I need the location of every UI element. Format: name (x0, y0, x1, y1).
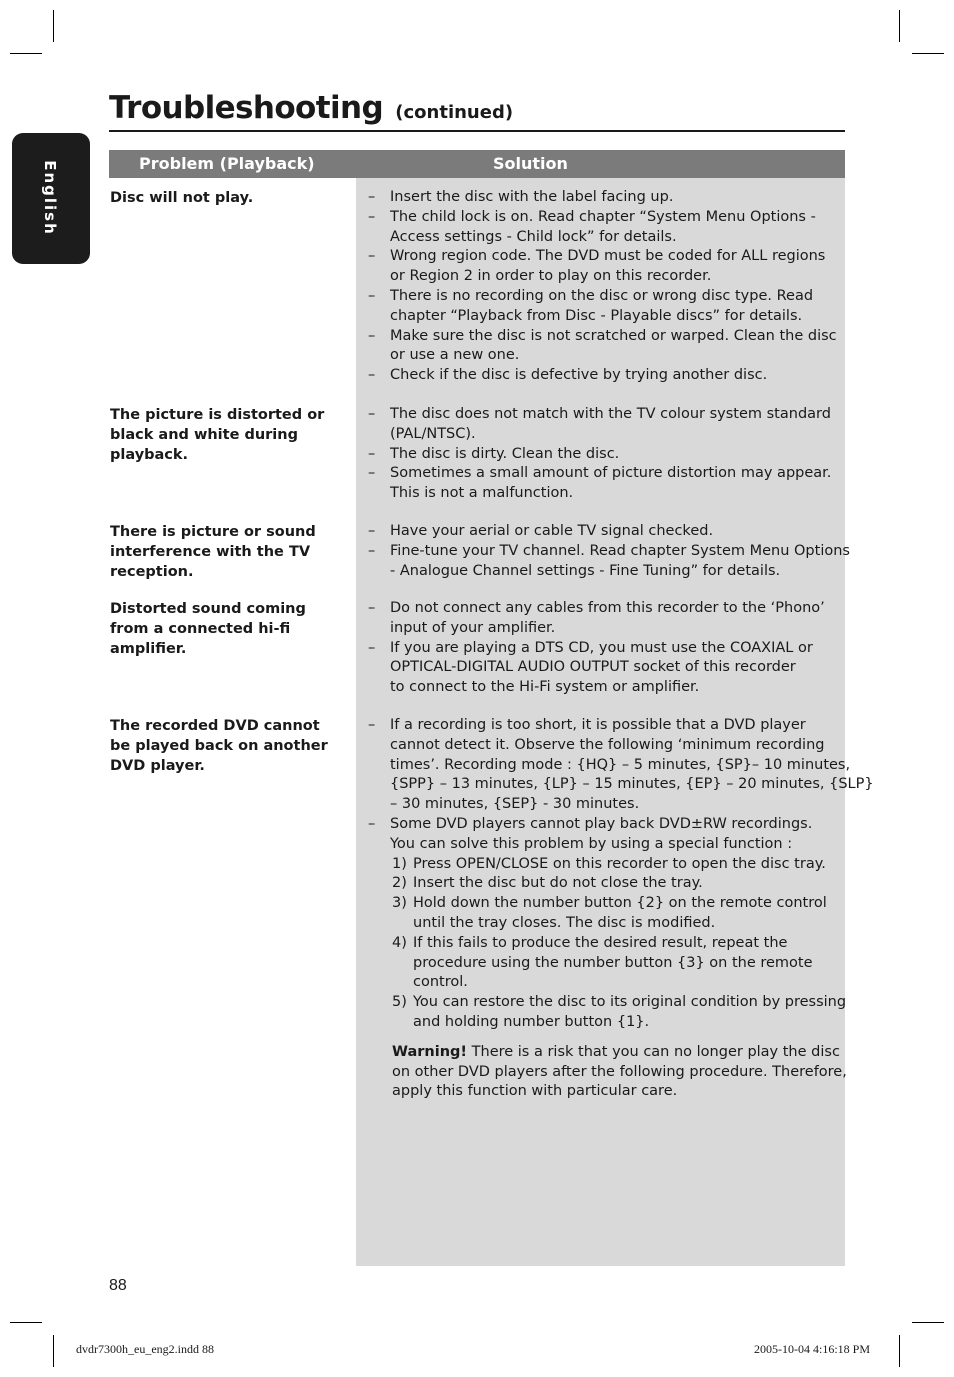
numbered-step (368, 874, 842, 894)
numbered-step (368, 993, 847, 1033)
dash: – (368, 639, 376, 656)
solution-line: The disc is dirty. Clean the disc. (390, 445, 620, 462)
solution-item (368, 188, 842, 208)
solution-line: - Analogue Channel settings - Fine Tuning” for details. (390, 562, 781, 579)
numbered-step (368, 894, 842, 934)
problem-line: amplifier. (110, 641, 187, 657)
dash: – (368, 523, 376, 539)
solution-line: You can solve this problem by using a special function : (390, 835, 793, 852)
step-line: Insert the disc but do not close the tray. (413, 875, 703, 892)
crop-mark (899, 1335, 900, 1367)
step-line: and holding number button {1}. (413, 1013, 650, 1030)
crop-mark (10, 1322, 42, 1323)
solution-item (368, 208, 842, 248)
warning-line: apply this function with particular care. (392, 1083, 678, 1100)
solution-line: cannot detect it. Observe the following ‘minimum recording (390, 736, 825, 753)
problem-line: reception. (110, 564, 194, 580)
problem-line: Distorted sound coming (110, 601, 306, 617)
dash: – (368, 367, 376, 384)
warning-line: There is a risk that you can no longer play the disc (467, 1043, 840, 1060)
numbered-step (368, 934, 842, 993)
solution-item (368, 464, 842, 504)
step-line: procedure using the number button {3} on the remote (413, 954, 813, 971)
warning-line: on other DVD players after the following procedure. Therefore, (392, 1063, 847, 1080)
dash: – (368, 287, 376, 304)
solution-item (368, 815, 842, 855)
dash: – (368, 248, 376, 265)
table-header (109, 150, 845, 178)
solution-line: Access settings - Child lock” for details. (390, 228, 677, 245)
problem-line: The picture is distorted or (110, 407, 325, 423)
crop-mark (912, 1322, 944, 1323)
step-number: 5) (392, 994, 407, 1011)
footer-timestamp: 2005-10-04 4:16:18 PM (754, 1342, 871, 1356)
dash: – (368, 445, 376, 462)
problem-cell (110, 522, 340, 582)
problem-line: interference with the TV (110, 544, 311, 560)
problem-cell (110, 188, 340, 208)
problem-line: Disc will not play. (110, 190, 254, 206)
step-line: You can restore the disc to its original condition by pressing (413, 994, 847, 1011)
solution-line: times’. Recording mode : {HQ} – 5 minutes, {SP}– 10 minutes, (390, 756, 851, 773)
warning-note (368, 1043, 847, 1102)
solution-line: to connect to the Hi-Fi system or amplifier. (390, 679, 700, 696)
problem-line: playback. (110, 447, 189, 463)
crop-mark (10, 53, 42, 54)
step-line: If this fails to produce the desired result, repeat the (413, 934, 788, 951)
solution-item (368, 405, 842, 445)
solution-item (368, 522, 842, 542)
solution-line: If a recording is too short, it is possible that a DVD player (390, 717, 806, 733)
crop-mark (899, 10, 900, 42)
dash: – (368, 406, 376, 422)
solution-line: Make sure the disc is not scratched or warped. Clean the disc (390, 327, 837, 344)
solution-line: {SPP} – 13 minutes, {LP} – 15 minutes, {EP} – 20 minutes, {SLP} (390, 776, 874, 793)
solution-line: If you are playing a DTS CD, you must use the COAXIAL or (390, 639, 813, 656)
solution-line: or Region 2 in order to play on this recorder. (390, 268, 712, 285)
solution-item (368, 327, 842, 367)
language-tab-label: English (41, 160, 59, 236)
dash: – (368, 465, 376, 482)
warning-label: Warning! (392, 1043, 468, 1060)
solution-item (368, 542, 850, 582)
solution-line: Sometimes a small amount of picture distortion may appear. (390, 465, 832, 482)
solution-line: Do not connect any cables from this recorder to the ‘Phono’ (390, 600, 825, 616)
solution-line: This is not a malfunction. (390, 485, 574, 502)
page-number: 88 (109, 1277, 127, 1294)
solution-item (368, 445, 842, 465)
step-number: 2) (392, 875, 407, 892)
solution-line: input of your amplifier. (390, 619, 556, 636)
problem-cell (110, 599, 340, 659)
numbered-step (368, 855, 842, 875)
problem-line: The recorded DVD cannot (110, 718, 320, 734)
step-line: control. (413, 974, 468, 991)
solution-item (368, 639, 842, 698)
problem-line: from a connected hi-fi (110, 621, 291, 637)
dash: – (368, 327, 376, 344)
solution-line: OPTICAL-DIGITAL AUDIO OUTPUT socket of this recorder (390, 659, 796, 676)
solution-line: – 30 minutes, {SEP} - 30 minutes. (390, 796, 640, 813)
dash: – (368, 815, 376, 832)
dash: – (368, 600, 376, 616)
solution-line: The child lock is on. Read chapter “System Menu Options - (390, 208, 816, 225)
dash: – (368, 208, 376, 225)
footer-filename: dvdr7300h_eu_eng2.indd 88 (76, 1342, 214, 1356)
solution-line: Have your aerial or cable TV signal checked. (390, 523, 714, 539)
solution-line: Check if the disc is defective by trying another disc. (390, 367, 768, 384)
solution-item (368, 599, 842, 639)
step-number: 1) (392, 855, 407, 872)
problem-cell (110, 716, 340, 776)
solution-line: There is no recording on the disc or wrong disc type. Read (390, 287, 814, 304)
step-line: Hold down the number button {2} on the remote control (413, 895, 827, 912)
problem-line: black and white during (110, 427, 298, 443)
solution-cell (368, 716, 874, 1102)
step-number: 4) (392, 934, 407, 951)
solution-line: The disc does not match with the TV colour system standard (390, 406, 831, 422)
dash: – (368, 189, 376, 205)
solution-line: Insert the disc with the label facing up. (390, 189, 674, 205)
solution-line: Some DVD players cannot play back DVD±RW recordings. (390, 815, 813, 832)
header-solution: Solution (493, 154, 568, 173)
crop-mark (53, 10, 54, 42)
page-title (109, 86, 513, 135)
solution-item (368, 287, 842, 327)
step-number: 3) (392, 895, 407, 912)
solution-line: Fine-tune your TV channel. Read chapter System Menu Options (390, 542, 850, 559)
solution-item (368, 247, 842, 287)
step-line: until the tray closes. The disc is modified. (413, 914, 716, 931)
solution-cell (368, 522, 850, 581)
crop-mark (912, 53, 944, 54)
solution-line: or use a new one. (390, 347, 520, 364)
step-line: Press OPEN/CLOSE on this recorder to open the disc tray. (413, 855, 826, 872)
solution-line: chapter “Playback from Disc - Playable discs” for details. (390, 307, 803, 324)
page-title-main: Troubleshooting (109, 90, 384, 126)
page-title-sub: (continued) (395, 102, 514, 123)
dash: – (368, 542, 376, 559)
solution-item (368, 716, 874, 815)
title-rule (109, 130, 845, 132)
solution-cell (368, 188, 842, 386)
problem-cell (110, 405, 340, 465)
crop-mark (53, 1335, 54, 1367)
solution-cell (368, 599, 842, 698)
problem-line: There is picture or sound (110, 524, 316, 540)
solution-item (368, 366, 842, 386)
solution-cell (368, 405, 842, 504)
problem-line: DVD player. (110, 758, 205, 774)
dash: – (368, 717, 376, 733)
solution-line: (PAL/NTSC). (390, 425, 476, 442)
solution-line: Wrong region code. The DVD must be coded for ALL regions (390, 248, 826, 265)
header-problem: Problem (Playback) (139, 154, 315, 173)
problem-line: be played back on another (110, 738, 328, 754)
